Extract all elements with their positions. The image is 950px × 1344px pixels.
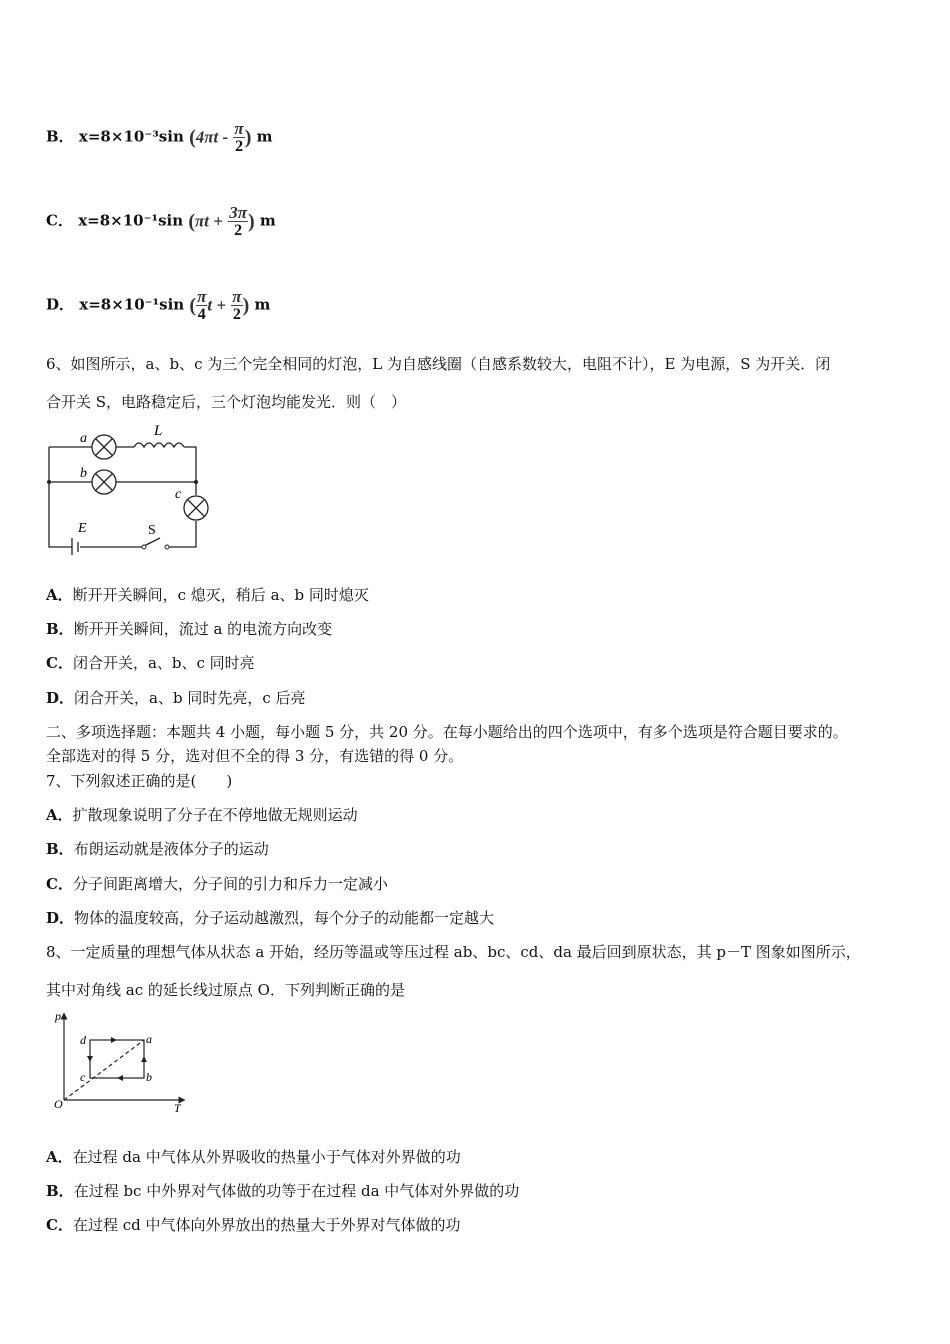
label-b: b — [80, 466, 87, 481]
q7-stem: 7、下列叙述正确的是( ) — [46, 772, 233, 790]
label-L: L — [154, 423, 163, 439]
point-b-label: b — [146, 1070, 152, 1084]
q8-option-c: C．在过程 cd 中气体向外界放出的热量大于外界对气体做的功 — [46, 1216, 461, 1234]
formula-prefix: x=8×10⁻¹sin — [79, 295, 185, 314]
option-label: C． — [46, 211, 73, 230]
origin-label: O — [54, 1097, 63, 1111]
unit: m — [256, 127, 273, 146]
q5-option-c: C． x=8×10⁻¹sin (πt + $\frac{3\pi}{2}$ ) m — [46, 203, 276, 239]
switch-contact — [165, 545, 169, 549]
junction-dot — [194, 480, 198, 484]
q8-option-a: A．在过程 da 中气体从外界吸收的热量小于气体对外界做的功 — [46, 1148, 461, 1166]
label-S: S — [148, 523, 156, 538]
q7-option-a: A．扩散现象说明了分子在不停地做无规则运动 — [46, 806, 358, 824]
switch-contact — [142, 545, 146, 549]
formula-prefix: x=8×10⁻¹sin — [78, 211, 184, 230]
q8-stem-line1: 8、一定质量的理想气体从状态 a 开始，经历等温或等压过程 ab、bc、cd、da 最后回到原状态，其 p－T 图象如图所示， — [46, 943, 861, 961]
q6-option-a: A．断开开关瞬间，c 熄灭，稍后 a、b 同时熄灭 — [46, 586, 369, 604]
label-a: a — [80, 431, 87, 446]
q7-option-d: D．物体的温度较高，分子运动越激烈，每个分子的动能都一定越大 — [46, 909, 495, 927]
q6-option-d: D．闭合开关，a、b 同时先亮，c 后亮 — [46, 689, 306, 707]
q5-option-b: B． x=8×10⁻³sin (4πt - $\frac{\pi}{2}$ ) m — [46, 119, 273, 155]
q8-pt-graph — [50, 1008, 190, 1118]
q5-option-d: D． x=8×10⁻¹sin ( $\frac{\pi}{4}$ t + $\frac{\pi}{2}$ ) m — [46, 287, 271, 323]
q6-option-b: B．断开开关瞬间，流过 a 的电流方向改变 — [46, 620, 333, 638]
junction-dot — [47, 480, 51, 484]
point-a-label: a — [146, 1032, 152, 1046]
label-c: c — [175, 487, 182, 502]
axis-T-label: T — [174, 1101, 181, 1115]
q6-option-c: C．闭合开关，a、b、c 同时亮 — [46, 654, 255, 672]
q6-stem-line1: 6、如图所示，a、b、c 为三个完全相同的灯泡，L 为自感线圈（自感系数较大，电阻不计），E 为电源，S 为开关．闭 — [46, 355, 831, 373]
option-label: D． — [46, 295, 75, 314]
section2-line1: 二、多项选择题：本题共 4 小题，每小题 5 分，共 20 分。在每小题给出的四个选项中，有多个选项是符合题目要求的。 — [46, 723, 848, 741]
arrow-bc — [117, 1075, 123, 1081]
arrow-ab — [141, 1056, 147, 1062]
unit: m — [254, 295, 271, 314]
q8-stem-line2: 其中对角线 ac 的延长线过原点 O．下列判断正确的是 — [46, 981, 405, 999]
q6-stem-line2: 合开关 S，电路稳定后，三个灯泡均能发光．则（ ） — [46, 393, 407, 411]
arrow-da — [111, 1037, 117, 1043]
unit: m — [259, 211, 276, 230]
section2-line2: 全部选对的得 5 分，选对但不全的得 3 分，有选错的得 0 分。 — [46, 747, 464, 765]
q7-option-c: C．分子间距离增大，分子间的引力和斥力一定减小 — [46, 875, 388, 893]
arrow-cd — [87, 1056, 93, 1062]
point-c-label: c — [80, 1070, 86, 1084]
q7-option-b: B．布朗运动就是液体分子的运动 — [46, 840, 269, 858]
q8-option-b: B．在过程 bc 中外界对气体做的功等于在过程 da 中气体对外界做的功 — [46, 1182, 520, 1200]
point-d-label: d — [80, 1033, 86, 1047]
q6-circuit-diagram — [44, 420, 224, 555]
option-label: B． — [46, 127, 74, 146]
axis-p-label: p — [55, 1009, 61, 1023]
label-E: E — [78, 521, 87, 536]
formula-prefix: x=8×10⁻³sin — [78, 127, 184, 146]
